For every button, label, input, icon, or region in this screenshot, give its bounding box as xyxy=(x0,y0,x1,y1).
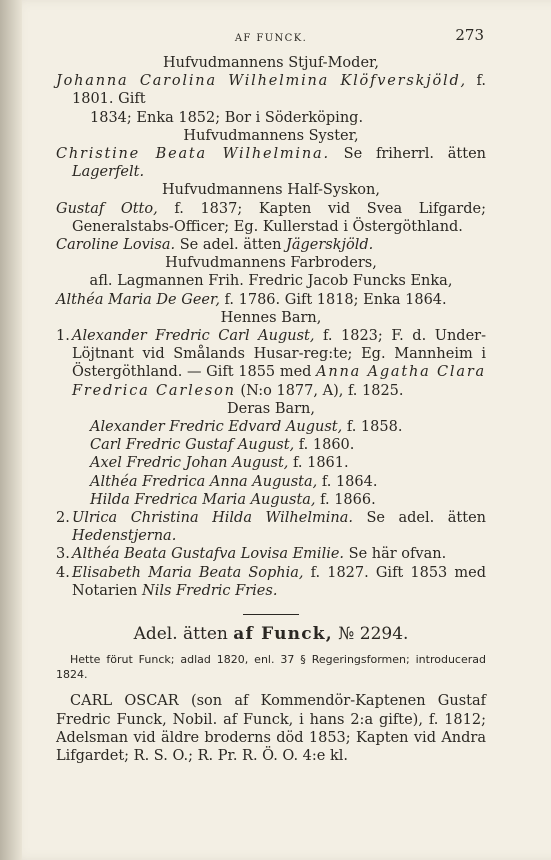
relation-heading: Hufvudmannens Stjuf-Moder, xyxy=(163,55,379,71)
spouse-name: Nils Fredric Fries. xyxy=(142,582,278,599)
person-name: Alexander Fredric Carl August, xyxy=(72,328,315,345)
child-number: 3. xyxy=(56,546,70,563)
entry-text: (N:o 1877, A), f. 1825. xyxy=(235,382,404,399)
entry-text: f. 1801. Gift xyxy=(72,73,486,108)
running-head-title: AF FUNCK. xyxy=(234,33,308,44)
relation-heading: Hufvudmannens Farbroders, xyxy=(165,255,377,272)
family-entry xyxy=(56,145,486,181)
person-name: Hilda Fredrica Maria Augusta, xyxy=(90,491,316,508)
person-name: Elisabeth Maria Beata Sophia, xyxy=(72,564,304,581)
child-entry xyxy=(56,545,486,563)
person-name: Gustaf Otto, xyxy=(56,200,158,217)
entry-text: f. 1864. xyxy=(317,473,378,490)
child-entry xyxy=(56,509,486,545)
child-number: 4. xyxy=(56,564,70,581)
family-number: № 2294. xyxy=(332,624,409,645)
reference-link: Jägerskjöld. xyxy=(286,237,374,254)
page-gutter xyxy=(0,0,22,860)
spouse-name: Anna Agatha Clara Fredrica Carleson xyxy=(72,364,486,399)
grandchild-entry xyxy=(56,454,486,472)
person-name: Ulrica Christina Hilda Wilhelmina. xyxy=(72,510,353,527)
section-entry: CARL OSCAR (son af Kommendör-Kaptenen Gustaf Fredric Funck, Nobil. af Funck, i hans 2:a gifte), f. 1812; Adelsman vid äldre broderns död 1853; Kapten vid Andra Lifgardet; R. S. O.; R. Pr. R. Ö. O. 4:e kl. xyxy=(56,693,486,764)
entry-text: f. 1861. xyxy=(288,455,349,472)
section-heading xyxy=(56,625,486,643)
person-name: Axel Fredric Johan August, xyxy=(90,455,289,472)
entry-text: Se friherrl. ätten xyxy=(329,146,486,163)
entry-text: f. 1860. xyxy=(294,437,355,454)
person-name: Johanna Carolina Wilhelmina Klöfverskjöld, xyxy=(56,73,467,90)
child-entry xyxy=(56,564,486,600)
entry-text: afl. Lagmannen Frih. Fredric Jacob Funcks Enka, xyxy=(89,273,453,290)
heading-prefix: Adel. ätten xyxy=(133,624,234,645)
relation-heading: Hufvudmannens Syster, xyxy=(183,127,359,144)
relation-heading: Hufvudmannens Half-Syskon, xyxy=(162,182,380,199)
family-entry xyxy=(56,236,486,254)
entry-text: f. 1858. xyxy=(342,419,403,436)
person-name: Althéa Fredrica Anna Augusta, xyxy=(90,473,318,490)
family-entry xyxy=(56,200,486,236)
relation-heading: Deras Barn, xyxy=(226,400,315,417)
entry-text: f. 1866. xyxy=(315,491,376,508)
running-header xyxy=(56,26,486,50)
person-name: Carl Fredric Gustaf August, xyxy=(90,437,295,454)
page-content xyxy=(56,26,486,765)
entry-text: f. 1823; F. d. Under-Löjtnant vid Smålands Husar-reg:te; Eg. Mannheim i Östergöthland. — Gift 1855 med xyxy=(72,328,486,381)
entry-text: f. 1837; Kapten vid Svea Lifgarde; Generalstabs-Officer; Eg. Kullerstad i Östergöthland. xyxy=(72,200,486,235)
grandchild-entry xyxy=(56,491,486,509)
entry-text: Se adel. ätten xyxy=(352,510,486,527)
relation-heading: Hennes Barn, xyxy=(220,309,322,326)
section-note: Hette förut Funck; adlad 1820, enl. 37 § Regeringsformen; introducerad 1824. xyxy=(56,653,486,681)
entry-text: f. 1786. Gift 1818; Enka 1864. xyxy=(219,291,447,308)
grandchild-entry xyxy=(56,473,486,491)
page-number: 273 xyxy=(455,26,484,44)
section-divider xyxy=(243,614,299,615)
person-name: Caroline Lovisa. xyxy=(56,237,176,254)
family-entry xyxy=(56,291,486,309)
person-name: Alexander Fredric Edvard August, xyxy=(90,419,343,436)
entry-text: Se adel. ätten xyxy=(175,237,287,254)
person-name: Althéa Beata Gustafva Lovisa Emilie. xyxy=(72,546,345,563)
person-name: Christine Beata Wilhelmina. xyxy=(56,146,330,163)
reference-link: Lagerfelt. xyxy=(72,164,145,181)
entry-text: 1834; Enka 1852; Bor i Söderköping. xyxy=(90,109,364,126)
family-name: af Funck, xyxy=(233,624,333,645)
child-number: 1. xyxy=(56,328,70,345)
reference-link: Hedenstjerna. xyxy=(72,528,177,545)
child-entry xyxy=(56,327,486,400)
entry-text: Se här ofvan. xyxy=(344,546,447,563)
entry-text: f. 1827. Gift 1853 med Notarien xyxy=(72,564,486,599)
grandchild-entry xyxy=(56,418,486,436)
grandchild-entry xyxy=(56,436,486,454)
child-number: 2. xyxy=(56,510,70,527)
family-entry xyxy=(56,72,486,108)
person-name: Althéa Maria De Geer, xyxy=(56,291,220,308)
